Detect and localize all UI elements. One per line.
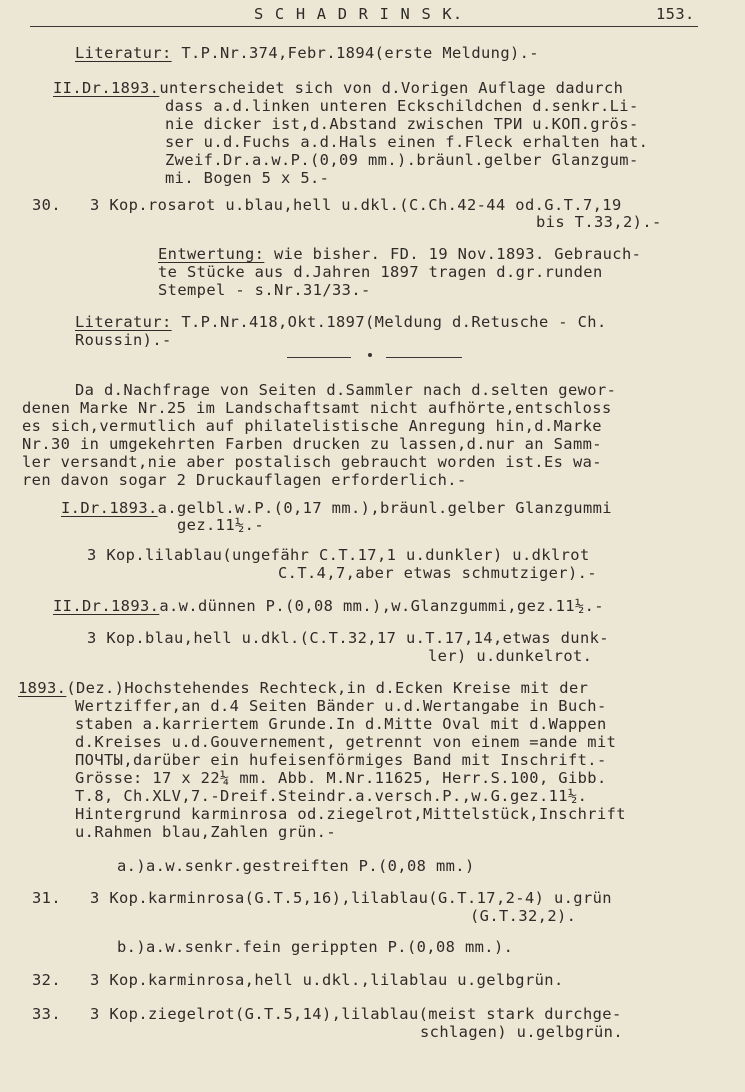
stamp-entry-32: 32. 3 Kop.karminrosa,hell u.dkl.,lilablau u.gelbgrün. xyxy=(32,971,564,989)
literature-line-1 xyxy=(75,45,539,62)
text-line: C.T.4,7,aber etwas schmutziger).- xyxy=(278,564,597,582)
cancellation-label: Entwertung: xyxy=(158,245,265,263)
literature-label: Literatur: xyxy=(75,313,172,331)
text-line: Zweif.Dr.a.w.P.(0,09 mm.).bräunl.gelber Glanzgum- xyxy=(165,151,639,169)
paper-variant-a: a.)a.w.senkr.gestreiften P.(0,08 mm.) xyxy=(117,857,475,875)
stamp-entry-31: 31. 3 Kop.karminrosa(G.T.5,16),lilablau(G.T.17,2-4) u.grün xyxy=(32,889,612,907)
text-line: T.8, Ch.XLV,7.-Dreif.Steindr.a.versch.P.,w.G.gez.11½. xyxy=(75,787,588,805)
stamp-entry-30: 30. 3 Kop.rosarot u.blau,hell u.dkl.(C.Ch.42-44 od.G.T.7,19 xyxy=(32,196,622,214)
issue-text: (Dez.)Hochstehendes Rechteck,in d.Ecken Kreise mit der xyxy=(66,679,589,697)
text-line: gez.11½.- xyxy=(177,516,264,534)
text-line: Roussin).- xyxy=(75,331,172,349)
printing-text: a.gelbl.w.P.(0,17 mm.),bräunl.gelber Glanzgummi xyxy=(157,499,612,517)
stamp-entry-33: 33. 3 Kop.ziegelrot(G.T.5,14),lilablau(meist stark durchge- xyxy=(32,1005,622,1023)
printing-text: unterscheidet sich von d.Vorigen Auflage dadurch xyxy=(159,79,624,97)
issue-year-label: 1893. xyxy=(18,679,67,697)
text-line: nie dicker ist,d.Abstand zwischen ТРИ u.КОП.grös- xyxy=(165,115,639,133)
paper-variant-b: b.)a.w.senkr.fein gerippten P.(0,08 mm.). xyxy=(117,938,514,956)
printing-heading-2 xyxy=(61,500,612,517)
printing-heading-3 xyxy=(53,598,604,615)
printing-label: I.Dr.1893. xyxy=(61,499,158,517)
cancellation-line-1 xyxy=(158,246,641,263)
running-header-title: S C H A D R I N S K. xyxy=(254,5,464,23)
text-line: schlagen) u.gelbgrün. xyxy=(420,1023,623,1041)
text-line: d.Kreises u.d.Gouvernement, getrennt von einem =ande mit xyxy=(75,733,617,751)
literature-text: T.P.Nr.374,Febr.1894(erste Meldung).- xyxy=(171,44,539,62)
stamp-entry-line: 3 Kop.blau,hell u.dkl.(C.T.32,17 u.T.17,14,etwas dunk- xyxy=(87,629,609,647)
printing-text: a.w.dünnen P.(0,08 mm.),w.Glanzgummi,gez.11½.- xyxy=(159,597,604,615)
text-line: dass a.d.linken unteren Eckschildchen d.senkr.Li- xyxy=(165,97,639,115)
literature-line-2 xyxy=(75,314,607,331)
paragraph-line: ler versandt,nie aber postalisch gebraucht worden ist.Es wa- xyxy=(22,453,602,471)
page-number: 153. xyxy=(656,5,695,23)
text-line: mi. Bogen 5 x 5.- xyxy=(165,169,330,187)
literature-text: T.P.Nr.418,Okt.1897(Meldung d.Retusche - Ch. xyxy=(171,313,607,331)
text-line: Hintergrund karminrosa od.ziegelrot,Mittelstück,Inschrift xyxy=(75,805,626,823)
text-line: staben a.karriertem Grunde.In d.Mitte Oval mit d.Wappen xyxy=(75,715,607,733)
paragraph-line: ren davon sogar 2 Druckauflagen erforderlich.- xyxy=(22,471,467,489)
literature-label: Literatur: xyxy=(75,44,172,62)
text-line: (G.T.32,2). xyxy=(470,907,577,925)
text-line: ler) u.dunkelrot. xyxy=(428,647,593,665)
header-rule xyxy=(30,26,698,27)
text-line: Wertziffer,an d.4 Seiten Bänder u.d.Wertangabe in Buch- xyxy=(75,697,607,715)
paragraph-line: denen Marke Nr.25 im Landschaftsamt nicht aufhörte,entschloss xyxy=(22,399,612,417)
separator-dash-left xyxy=(287,357,351,358)
text-line: Stempel - s.Nr.31/33.- xyxy=(158,281,371,299)
separator-dash-right xyxy=(386,357,462,358)
text-line: Grösse: 17 x 22¼ mm. Abb. M.Nr.11625, Herr.S.100, Gibb. xyxy=(75,769,607,787)
text-line: bis T.33,2).- xyxy=(536,213,662,231)
paragraph-line: Nr.30 in umgekehrten Farben drucken zu lassen,d.nur an Samm- xyxy=(22,435,602,453)
text-line: u.Rahmen blau,Zahlen grün.- xyxy=(75,823,336,841)
text-line: ПОЧТЫ,darüber ein hufeisenförmiges Band mit Inschrift.- xyxy=(75,751,607,769)
text-line: ser u.d.Fuchs a.d.Hals einen f.Fleck erhalten hat. xyxy=(165,133,649,151)
printing-label: II.Dr.1893. xyxy=(53,79,160,97)
separator-dot xyxy=(368,353,372,357)
printing-label: II.Dr.1893. xyxy=(53,597,160,615)
printing-heading-1 xyxy=(53,80,623,97)
issue-heading-1893 xyxy=(18,680,588,697)
text-line: te Stücke aus d.Jahren 1897 tragen d.gr.runden xyxy=(158,263,603,281)
cancellation-text: wie bisher. FD. 19 Nov.1893. Gebrauch- xyxy=(264,245,642,263)
paragraph-line: Da d.Nachfrage von Seiten d.Sammler nach d.selten gewor- xyxy=(75,381,617,399)
paragraph-line: es sich,vermutlich auf philatelistische Anregung hin,d.Marke xyxy=(22,417,602,435)
stamp-entry-line: 3 Kop.lilablau(ungefähr C.T.17,1 u.dunkler) u.dklrot xyxy=(87,546,590,564)
